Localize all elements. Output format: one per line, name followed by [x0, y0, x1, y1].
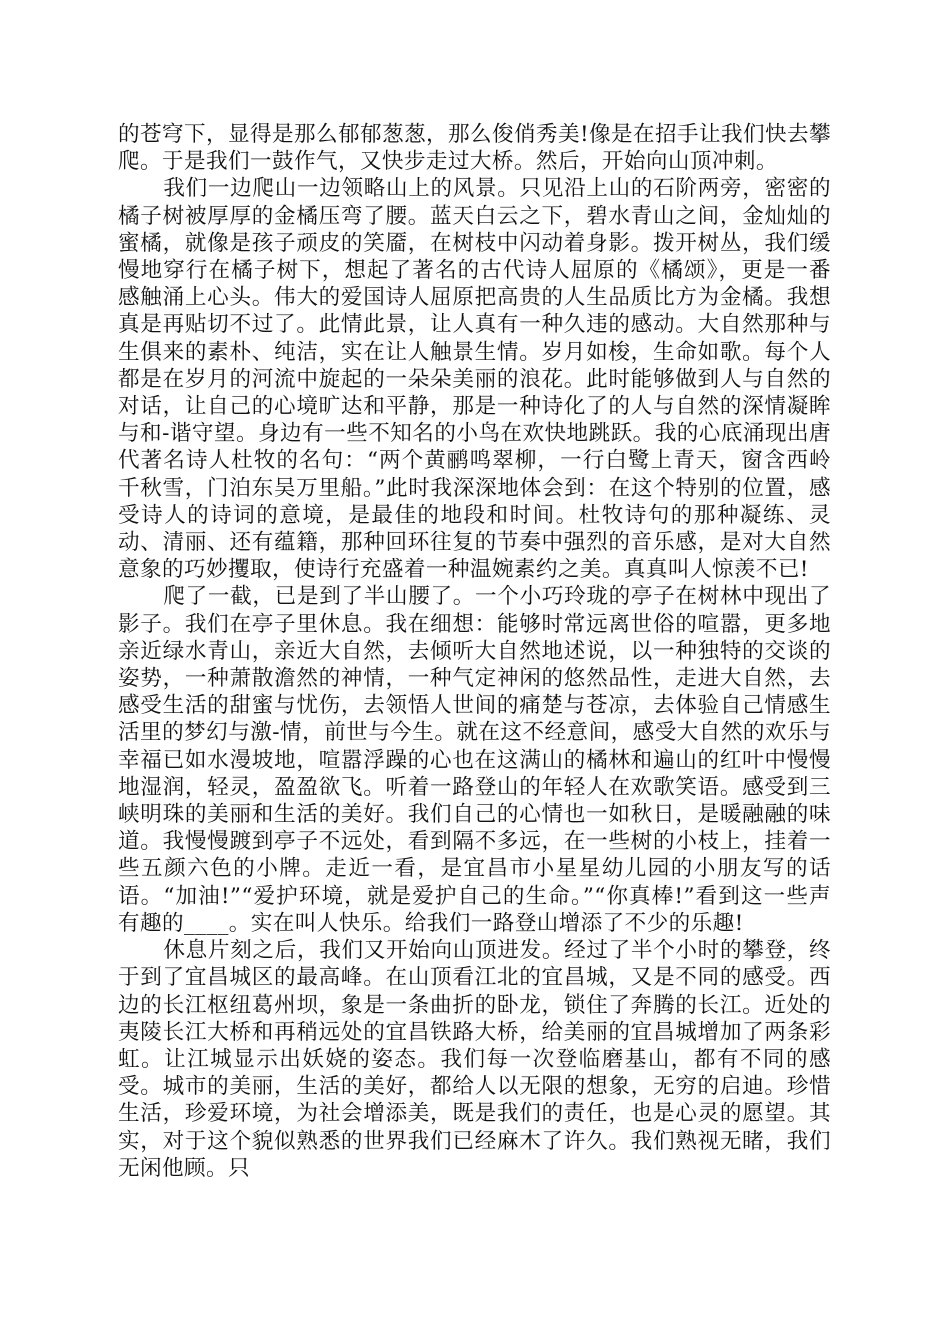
document-page — [118, 121, 831, 1182]
paragraph-4: 休息片刻之后，我们又开始向山顶进发。经过了半个小时的攀登，终于到了宜昌城区的最高峰。在山顶看江北的宜昌城，又是不同的感受。西边的长江枢纽葛州坝，象是一条曲折的卧龙，锁住了奔腾的长江。近处的夷陵长江大桥和再稍远处的宜昌铁路大桥，给美丽的宜昌城增加了两条彩虹。让江城显示出妖娆的姿态。我们每一次登临磨基山，都有不同的感受。城市的美丽，生活的美好，都给人以无限的想象，无穷的启迪。珍惜生活，珍爱环境，为社会增添美，既是我们的责任，也是心灵的愿望。其实，对于这个貌似熟悉的世界我们已经麻木了许久。我们熟视无睹，我们无闲他顾。只 — [118, 938, 831, 1181]
paragraph-3: 爬了一截，已是到了半山腰了。一个小巧玲珑的亭子在树林中现出了影子。我们在亭子里休息。我在细想：能够时常远离世俗的喧嚣，更多地亲近绿水青山，亲近大自然，去倾听大自然地述说，以一种独特的交谈的姿势，一种萧散澹然的神情，一种气定神闲的悠然品性，走进大自然，去感受生活的甜蜜与忧伤，去领悟人世间的痛楚与苍凉，去体验自己情感生活里的梦幻与激-情，前世与今生。就在这不经意间，感受大自然的欢乐与幸福已如水漫坡地，喧嚣浮躁的心也在这满山的橘林和遍山的红叶中慢慢地湿润，轻灵，盈盈欲飞。听着一路登山的年轻人在欢歌笑语。感受到三峡明珠的美丽和生活的美好。我们自己的心情也一如秋日，是暖融融的味道。我慢慢踱到亭子不远处，看到隔不多远，在一些树的小枝上，挂着一些五颜六色的小牌。走近一看，是宜昌市小星星幼儿园的小朋友写的话语。“加油!”“爱护环境，就是爱护自己的生命。”“你真棒!”看到这一些声有趣的____。实在叫人快乐。给我们一路登山增添了不少的乐趣! — [118, 584, 831, 936]
paragraph-1: 的苍穹下，显得是那么郁郁葱葱，那么俊俏秀美!像是在招手让我们快去攀爬。于是我们一鼓作气，又快步走过大桥。然后，开始向山顶冲刺。 — [118, 122, 831, 175]
paragraph-2: 我们一边爬山一边领略山上的风景。只见沿上山的石阶两旁，密密的橘子树被厚厚的金橘压弯了腰。蓝天白云之下，碧水青山之间，金灿灿的蜜橘，就像是孩子顽皮的笑靥，在树枝中闪动着身影。拨开树丛，我们缓慢地穿行在橘子树下，想起了著名的古代诗人屈原的《橘颂》，更是一番感触涌上心头。伟大的爱国诗人屈原把高贵的人生品质比方为金橘。我想真是再贴切不过了。此情此景，让人真有一种久违的感动。大自然那种与生俱来的素朴、纯洁，实在让人触景生情。岁月如梭，生命如歌。每个人都是在岁月的河流中旋起的一朵朵美丽的浪花。此时能够做到人与自然的对话，让自己的心境旷达和平静，那是一种诗化了的人与自然的深情凝眸与和-谐守望。身边有一些不知名的小鸟在欢快地跳跃。我的心底涌现出唐代著名诗人杜牧的名句：“两个黄鹂鸣翠柳，一行白鹭上青天，窗含西岭千秋雪，门泊东吴万里船。”此时我深深地体会到：在这个特别的位置，感受诗人的诗词的意境，是最佳的地段和时间。杜牧诗句的那种凝练、灵动、清丽、还有蕴籍，那种回环往复的节奏中强烈的音乐感，是对大自然意象的巧妙攫取，使诗行充盛着一种温婉素约之美。真真叫人惊羡不已! — [118, 176, 831, 583]
